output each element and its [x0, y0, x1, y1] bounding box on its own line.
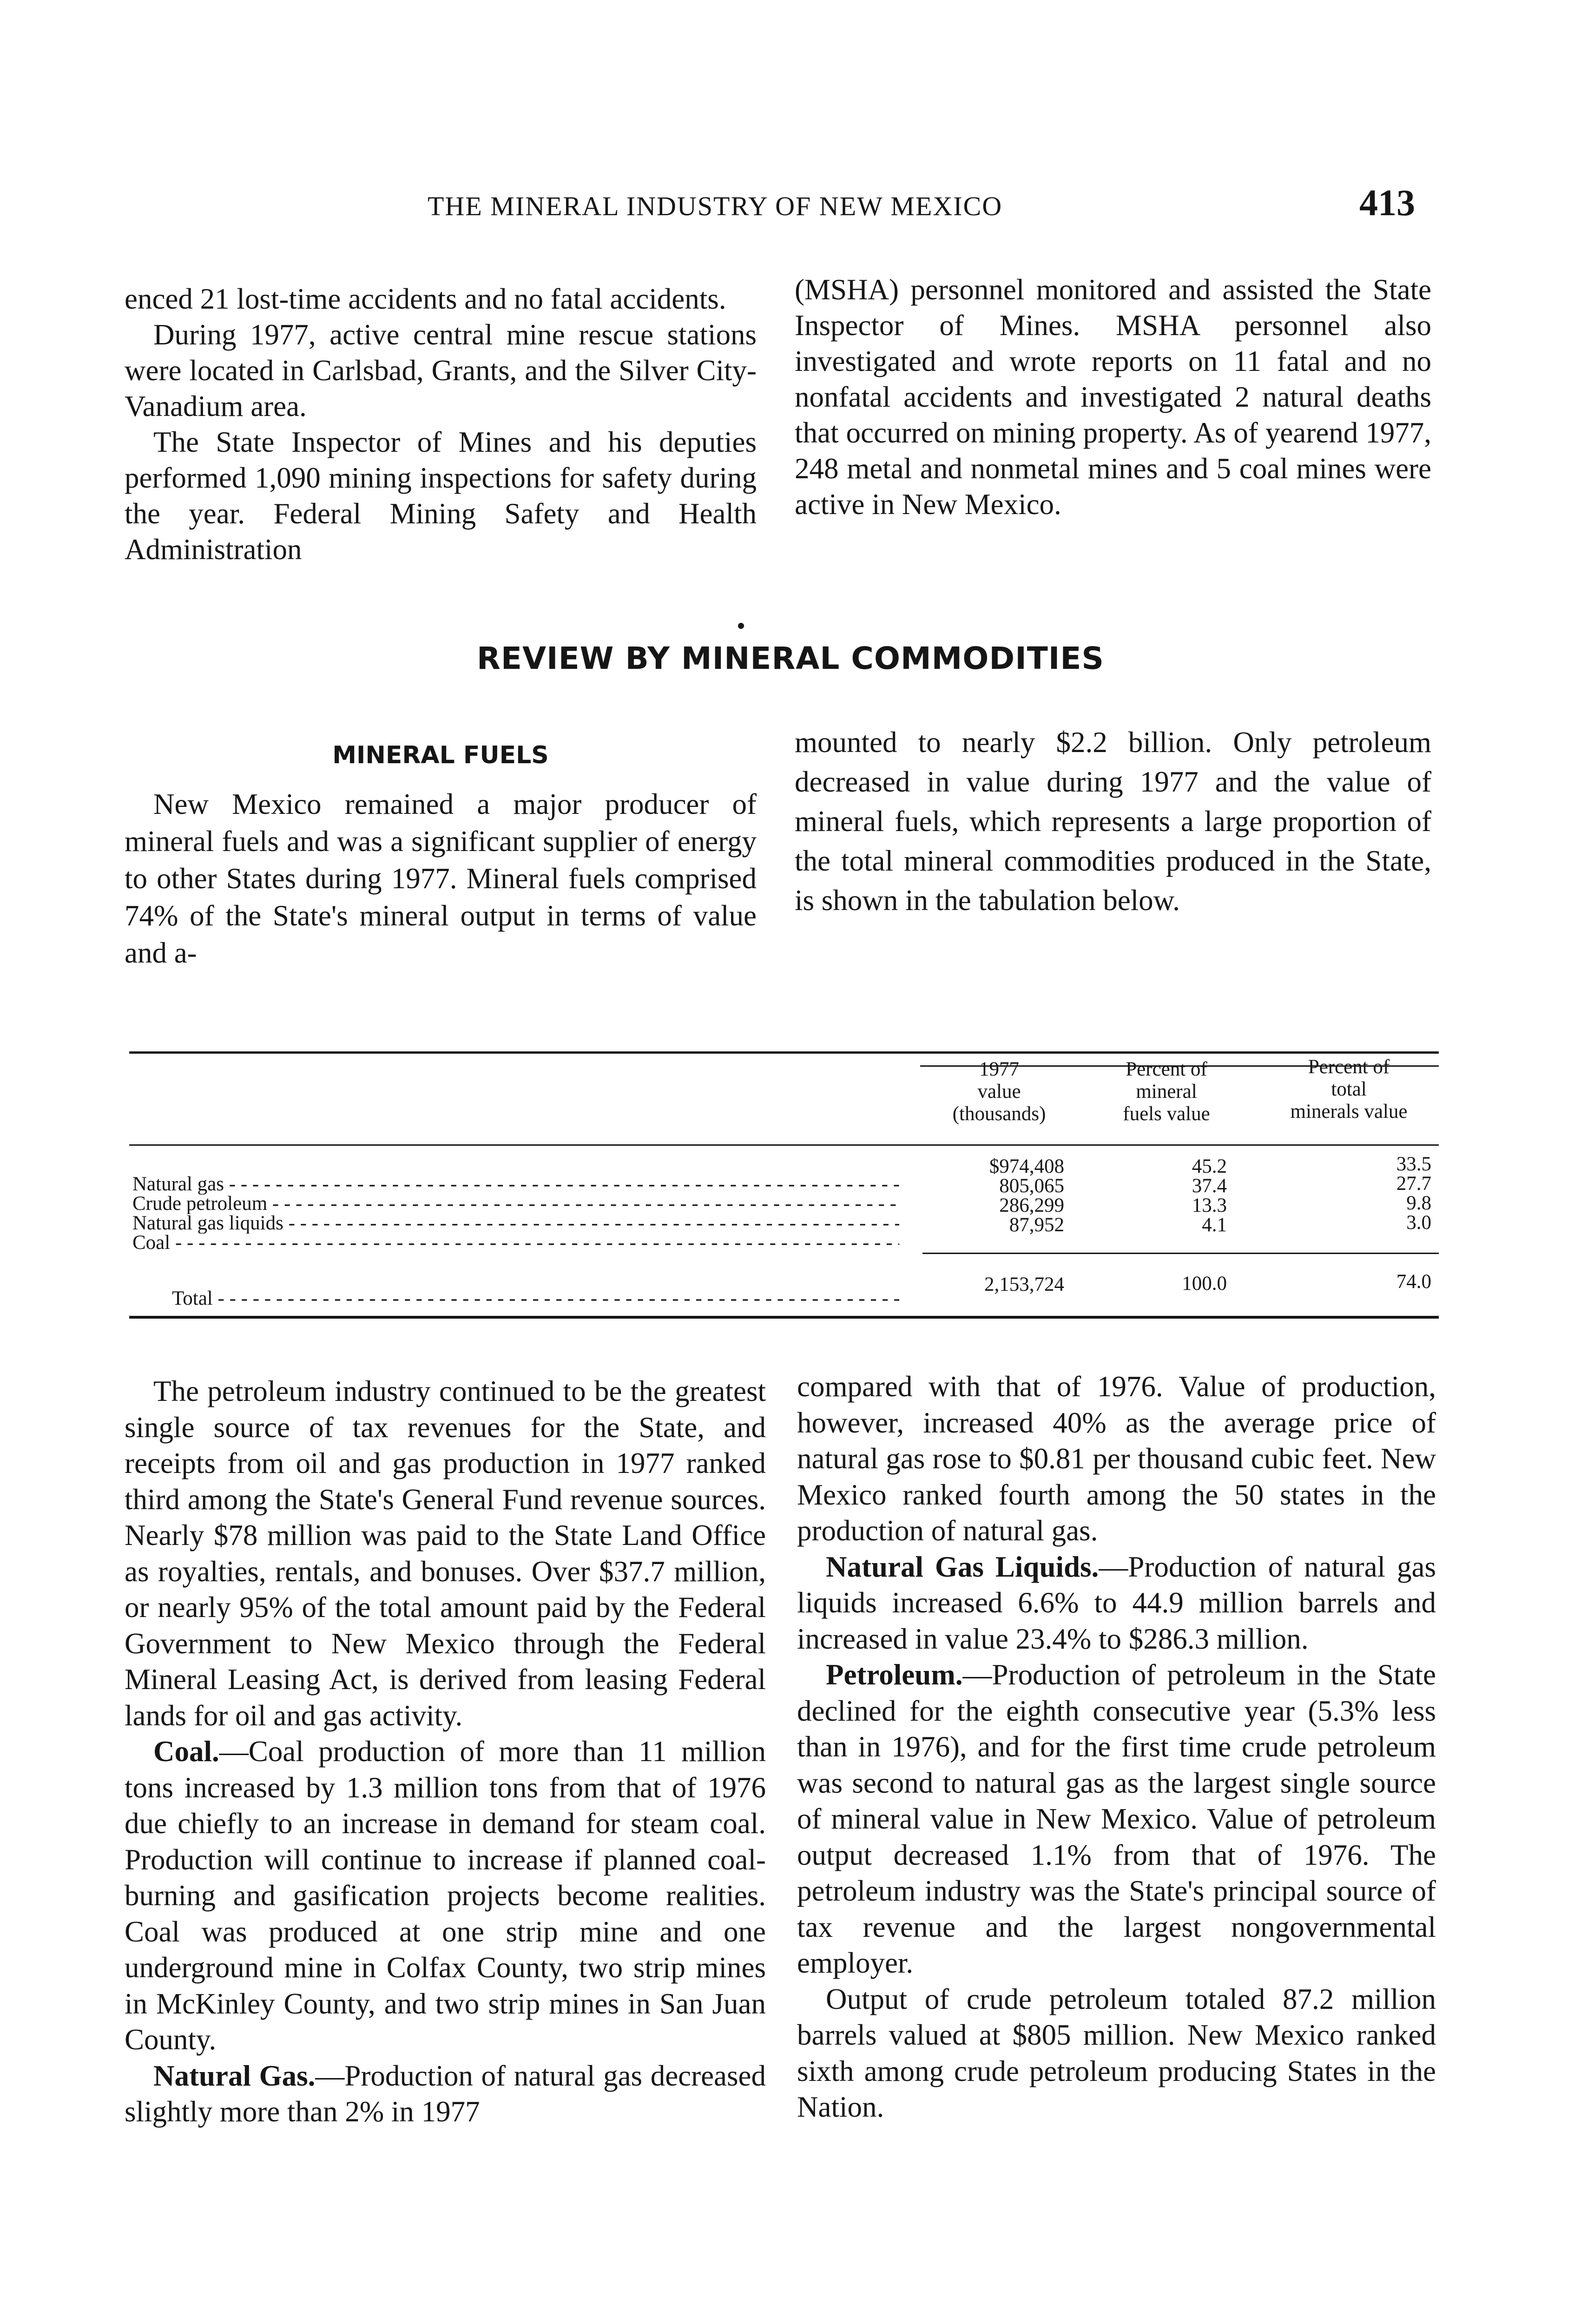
table-row-label: Crude petroleum - - -	[132, 1194, 899, 1214]
table-header-bottom-rule	[129, 1144, 1439, 1146]
table-cell: 286,299	[999, 1195, 1064, 1216]
table-row-label: Natural gas liquids - - -	[132, 1213, 899, 1234]
column-header-pct-total: Percent of total minerals value	[1290, 1056, 1408, 1122]
mid-right-column	[795, 723, 1431, 920]
table-total-cell: 74.0	[1396, 1271, 1431, 1293]
paragraph-natural-gas	[125, 2058, 766, 2130]
section-heading: REVIEW BY MINERAL COMMODITIES	[477, 640, 1104, 676]
run-in-heading: Natural Gas.	[153, 2059, 316, 2092]
paragraph: compared with that of 1976. Value of production, however, increased 40% as the average price of natural gas rose to $0.81 per thousand cubic feet. New Mexico ranked fourth among the 50 states in the production of natural gas.	[797, 1370, 1436, 1547]
bottom-right-column	[797, 1369, 1436, 2126]
paragraph: New Mexico remained a major producer of mineral fuels and was a significant supplier of energy to other States during 1977. Mineral fuels comprised 74% of the State's mineral output in terms of value and a-	[125, 788, 757, 969]
paragraph: During 1977, active central mine rescue stations were located in Carlsbad, Grants, and the Silver City-Vanadium area.	[125, 318, 757, 423]
run-in-heading: Natural Gas Liquids.	[826, 1550, 1099, 1583]
table-cell: $974,408	[989, 1155, 1064, 1177]
table-cell: 37.4	[1192, 1175, 1227, 1197]
table-top-rule	[129, 1051, 1439, 1054]
table-bottom-rule	[129, 1316, 1439, 1319]
table-total-rule	[922, 1253, 1439, 1254]
bullet-icon	[738, 623, 744, 629]
column-header-value: 1977 value (thousands)	[952, 1058, 1046, 1125]
paragraph-ngl	[797, 1549, 1436, 1657]
table-total-cell: 100.0	[1182, 1273, 1227, 1294]
table-cell: 45.2	[1192, 1155, 1227, 1177]
paragraph: mounted to nearly $2.2 billion. Only petroleum decreased in value during 1977 and the value of mineral fuels, which represents a large proportion of the total mineral commodities produced in the State, is shown in the tabulation below.	[795, 726, 1431, 917]
sub-heading: MINERAL FUELS	[332, 741, 549, 769]
table-row-label: Coal - - -	[132, 1233, 899, 1253]
table-cell: 3.0	[1406, 1212, 1431, 1234]
paragraph-text: —Production of natural gas decreased slightly more than 2% in 1977	[125, 2059, 766, 2128]
running-head: THE MINERAL INDUSTRY OF NEW MEXICO	[428, 191, 1003, 221]
top-left-column	[125, 281, 757, 568]
mid-left-column	[125, 786, 757, 971]
table-cell: 13.3	[1192, 1195, 1227, 1216]
table-row-label: Natural gas - - -	[132, 1174, 899, 1195]
run-in-heading: Petroleum.	[826, 1658, 963, 1691]
table-cell: 9.8	[1406, 1192, 1431, 1214]
table-cell: 87,952	[1009, 1214, 1064, 1236]
paragraph: (MSHA) personnel monitored and assisted the State Inspector of Mines. MSHA personnel also investigated and wrote reports on 11 fatal and no nonfatal accidents and investigated 2 natural deaths that occurred on mining property. As of yearend 1977, 248 metal and nonmetal mines and 5 coal mines were active in New Mexico.	[795, 273, 1431, 521]
paragraph: The State Inspector of Mines and his deputies performed 1,090 mining inspections for safety during the year. Federal Mining Safety and Health Administration	[125, 426, 757, 566]
paragraph: Output of crude petroleum totaled 87.2 million barrels valued at $805 million. New Mexico ranked sixth among crude petroleum producing States in the Nation.	[797, 1982, 1436, 2123]
table-total-cell: 2,153,724	[984, 1274, 1064, 1295]
column-header-pct-fuels: Percent of mineral fuels value	[1123, 1058, 1210, 1125]
table-total-label: Total - - -	[172, 1288, 899, 1309]
top-right-column	[795, 272, 1431, 522]
paragraph-text: —Production of petroleum in the State declined for the eighth consecutive year (5.3% less than in 1976), and for the first time crude petroleum was second to natural gas as the largest single source of mineral value in New Mexico. Value of petroleum output decreased 1.1% from that of 1976. The petroleum industry was the State's principal source of tax revenue and the largest nongovernmental employer.	[797, 1658, 1436, 1979]
table-cell: 805,065	[999, 1175, 1064, 1197]
table-cell: 27.7	[1396, 1173, 1431, 1195]
page-number: 413	[1359, 183, 1415, 224]
table-cell: 33.5	[1396, 1153, 1431, 1175]
paragraph-text: —Production of natural gas liquids increased 6.6% to 44.9 million barrels and increased in value 23.4% to $286.3 million.	[797, 1550, 1436, 1655]
paragraph-coal	[125, 1734, 766, 2058]
bottom-left-column	[125, 1373, 766, 2130]
table-cell: 4.1	[1202, 1214, 1227, 1236]
run-in-heading: Coal.	[153, 1735, 219, 1768]
paragraph-petroleum	[797, 1657, 1436, 1981]
paragraph: The petroleum industry continued to be the greatest single source of tax revenues for the State, and receipts from oil and gas production in 1977 ranked third among the State's General Fund revenue sources. Nearly $78 million was paid to the State Land Office as royalties, rentals, and bonuses. Over $37.7 million, or nearly 95% of the total amount paid by the Federal Government to New Mexico through the Federal Mineral Leasing Act, is derived from leasing Federal lands for oil and gas activity.	[125, 1375, 766, 1732]
paragraph-text: —Coal production of more than 11 million tons increased by 1.3 million tons from that of 1976 due chiefly to an increase in demand for steam coal. Production will continue to increase if planned coal-burning and gasification projects become realities. Coal was produced at one strip mine and one underground mine in Colfax County, two strip mines in McKinley County, and two strip mines in San Juan County.	[125, 1735, 766, 2056]
paragraph: enced 21 lost-time accidents and no fatal accidents.	[125, 283, 726, 315]
